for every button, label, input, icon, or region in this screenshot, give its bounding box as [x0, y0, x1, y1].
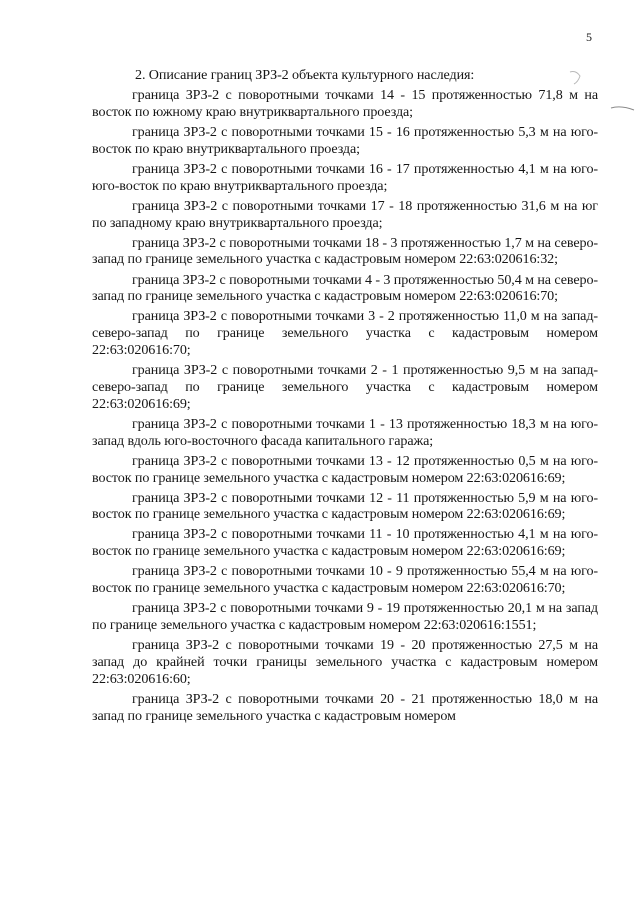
boundary-paragraph: граница ЗРЗ-2 с поворотными точками 20 - 21 протяженностью 18,0 м на запад по границе земельного участка с кадастровым номером [92, 690, 598, 724]
boundary-paragraph: граница ЗРЗ-2 с поворотными точками 14 - 15 протяженностью 71,8 м на восток по южному краю внутриквартального проезда; [92, 87, 598, 120]
boundary-paragraph: граница ЗРЗ-2 с поворотными точками 1 - 13 протяженностью 18,3 м на юго-запад вдоль юго-восточного фасада капитального гаража; [92, 415, 598, 449]
boundary-paragraph: граница ЗРЗ-2 с поворотными точками 17 - 18 протяженностью 31,6 м на юг по западному краю внутриквартального проезда; [92, 197, 598, 231]
boundary-paragraph: граница ЗРЗ-2 с поворотными точками 3 - 2 протяженностью 11,0 м на запад-северо-запад по границе земельного участка с кадастровым номером 22:63:020616:70; [92, 308, 598, 359]
boundary-paragraph: граница ЗРЗ-2 с поворотными точками 9 - 19 протяженностью 20,1 м на запад по границе земельного участка с кадастровым номером 22:63:020616:1551; [92, 600, 598, 634]
boundary-paragraph: граница ЗРЗ-2 с поворотными точками 2 - 1 протяженностью 9,5 м на запад-северо-запад по границе земельного участка с кадастровым номером 22:63:020616:69; [92, 362, 598, 412]
boundary-paragraph: граница ЗРЗ-2 с поворотными точками 15 - 16 протяженностью 5,3 м на юго-восток по краю внутриквартального проезда; [92, 123, 598, 157]
boundary-paragraph: граница ЗРЗ-2 с поворотными точками 12 - 11 протяженностью 5,9 м на юго-восток по границе земельного участка с кадастровым номером 22:63:020616:69; [92, 489, 598, 523]
boundary-paragraph: граница ЗРЗ-2 с поворотными точками 18 - 3 протяженностью 1,7 м на северо-запад по границе земельного участка с кадастровым номером 22:63:020616:32; [92, 234, 598, 268]
boundary-paragraph: граница ЗРЗ-2 с поворотными точками 4 - 3 протяженностью 50,4 м на северо-запад по границе земельного участка с кадастровым номером 22:63:020616:70; [92, 271, 598, 305]
body-text [92, 67, 598, 728]
boundary-paragraph: граница ЗРЗ-2 с поворотными точками 13 - 12 протяженностью 0,5 м на юго-восток по границе земельного участка с кадастровым номером 22:63:020616:69; [92, 452, 598, 486]
boundary-paragraph: граница ЗРЗ-2 с поворотными точками 19 - 20 протяженностью 27,5 м на запад до крайней точки границы земельного участка с кадастровым номером 22:63:020616:60; [92, 637, 598, 687]
page-number: 5 [586, 30, 592, 44]
boundary-paragraph: граница ЗРЗ-2 с поворотными точками 10 - 9 протяженностью 55,4 м на юго-восток по границе земельного участка с кадастровым номером 22:63:020616:70; [92, 563, 598, 597]
boundary-paragraph: граница ЗРЗ-2 с поворотными точками 11 - 10 протяженностью 4,1 м на юго-восток по границе земельного участка с кадастровым номером 22:63:020616:69; [92, 526, 598, 560]
section-heading: 2. Описание границ ЗРЗ-2 объекта культурного наследия: [135, 67, 475, 83]
boundary-paragraph: граница ЗРЗ-2 с поворотными точками 16 - 17 протяженностью 4,1 м на юго-юго-восток по краю внутриквартального проезда; [92, 160, 598, 194]
